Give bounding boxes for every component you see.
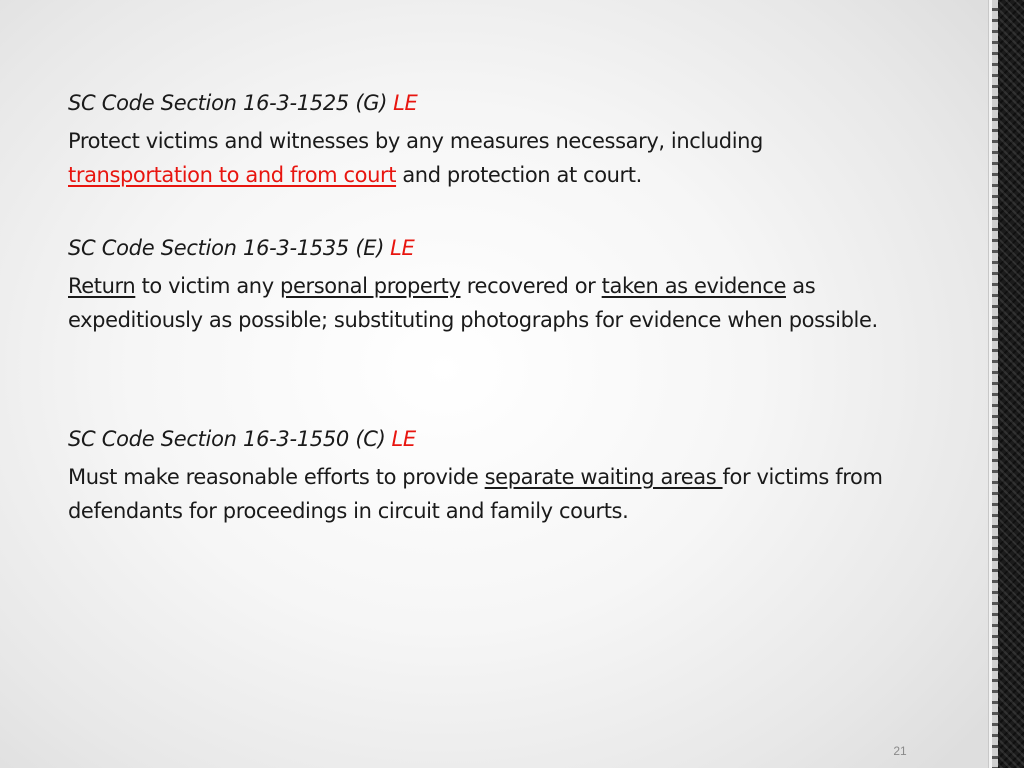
body-text: for victims from defendants for proceedings in circuit and family courts. xyxy=(68,465,883,523)
code-section-title: SC Code Section 16-3-1525 (G) xyxy=(68,91,388,115)
page-number: 21 xyxy=(893,744,907,758)
body-text: as expeditiously as possible; substituting photographs for evidence when possible. xyxy=(68,274,878,332)
section-heading xyxy=(68,424,948,454)
underlined-phrase: taken as evidence xyxy=(601,274,786,298)
underlined-phrase: Return xyxy=(68,274,136,298)
body-text: to victim any xyxy=(135,274,281,298)
code-section-title: SC Code Section 16-3-1535 (E) xyxy=(68,236,385,260)
le-tag: LE xyxy=(391,427,416,451)
body-text: Must make reasonable efforts to provide xyxy=(68,465,485,489)
section-body xyxy=(68,460,948,528)
section-heading xyxy=(68,233,948,263)
body-text: Protect victims and witnesses by any measures necessary, including xyxy=(68,129,763,153)
le-tag: LE xyxy=(390,236,415,260)
section-16-3-1550 xyxy=(68,424,948,528)
section-body xyxy=(68,269,948,337)
le-tag: LE xyxy=(393,91,418,115)
section-heading xyxy=(68,88,948,118)
section-16-3-1525 xyxy=(68,88,948,192)
section-16-3-1535 xyxy=(68,233,948,337)
code-section-title: SC Code Section 16-3-1550 (C) xyxy=(68,427,386,451)
underlined-phrase: separate waiting areas xyxy=(484,465,723,489)
section-body xyxy=(68,124,948,192)
underlined-phrase: transportation to and from court xyxy=(68,163,397,187)
decorative-side-strip xyxy=(992,0,1024,768)
body-text: and protection at court. xyxy=(396,163,642,187)
underlined-phrase: personal property xyxy=(280,274,461,298)
body-text: recovered or xyxy=(460,274,602,298)
